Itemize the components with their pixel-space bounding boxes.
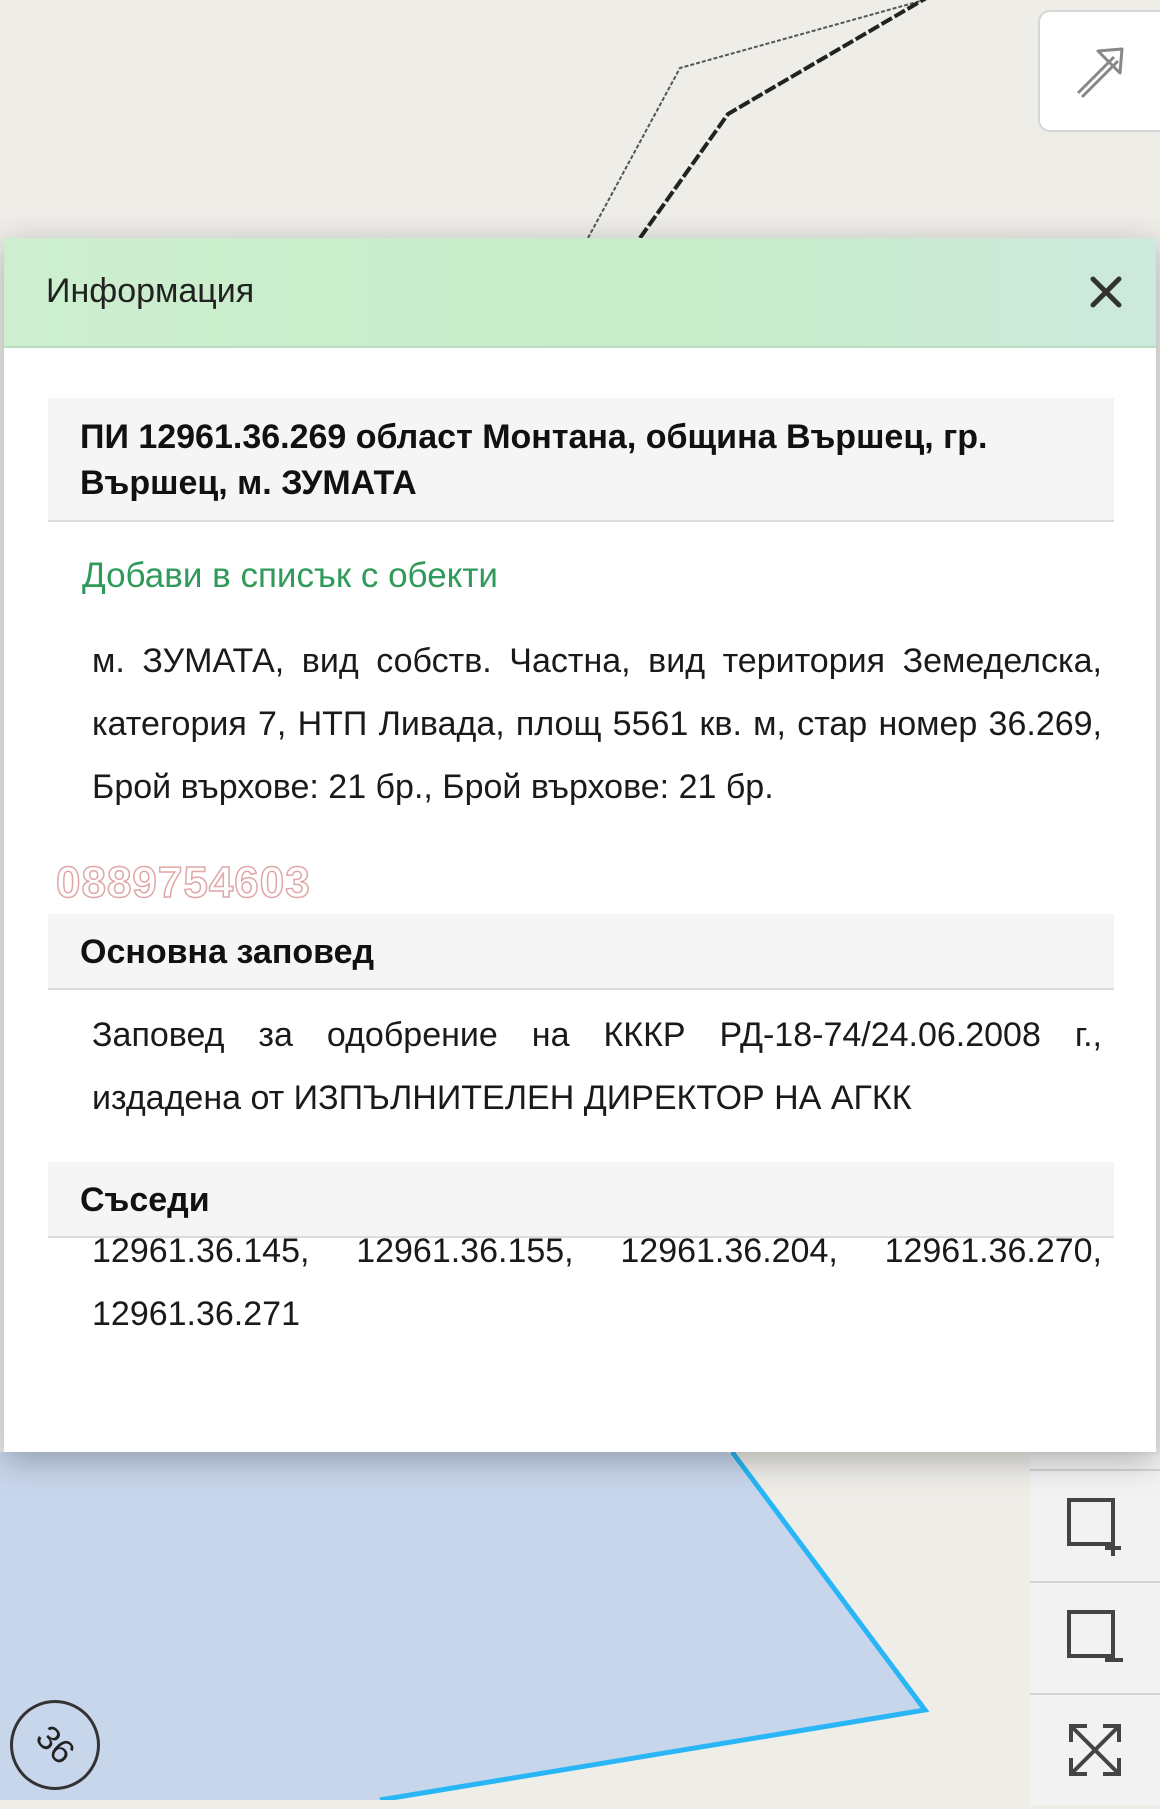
order-text: Заповед за одобрение на КККР РД-18-74/24.06.2008 г., издадена от ИЗПЪЛНИТЕЛЕН ДИРЕКТОР НА АГКК <box>92 1016 1102 1117</box>
zoom-in-box-icon <box>1063 1494 1127 1558</box>
dialog-header <box>4 238 1156 348</box>
add-to-list-link[interactable]: Добави в списък с обекти <box>82 556 498 595</box>
neighbours-heading: Съседи <box>48 1162 1114 1238</box>
fullscreen-icon <box>1063 1718 1127 1782</box>
scale-badge-label: 36 <box>28 1717 83 1772</box>
zoom-out-box-icon <box>1063 1606 1127 1670</box>
fullscreen-button[interactable] <box>1030 1693 1160 1805</box>
parcel-polygon <box>0 1452 925 1800</box>
zoom-out-button[interactable] <box>1030 1581 1160 1693</box>
expand-arrow-button[interactable] <box>1038 10 1160 132</box>
close-button[interactable] <box>1078 264 1134 320</box>
order-heading: Основна заповед <box>48 914 1114 990</box>
arrow-diagonal-icon <box>1068 39 1132 103</box>
parcel-heading: ПИ 12961.36.269 област Монтана, община Вършец, гр. Вършец, м. ЗУМАТА <box>48 398 1114 522</box>
boundary-line-main <box>640 0 940 238</box>
watermark-phone: 0889754603 <box>56 858 311 907</box>
neighbours-text: 12961.36.145, 12961.36.155, 12961.36.204, 12961.36.270, 12961.36.271 <box>92 1232 1102 1333</box>
boundary-line-dashed <box>588 0 960 238</box>
map-toolbar <box>1030 1455 1160 1800</box>
close-icon <box>1089 275 1123 309</box>
info-dialog <box>4 238 1156 1452</box>
dialog-title: Информация <box>46 272 255 310</box>
parcel-description: м. ЗУМАТА, вид собств. Частна, вид територия Земеделска, категория 7, НТП Ливада, площ 5561 кв. м, стар номер 36.269, Брой върхове: 21 бр., Брой върхове: 21 бр. <box>92 642 1102 806</box>
zoom-in-button[interactable] <box>1030 1469 1160 1581</box>
